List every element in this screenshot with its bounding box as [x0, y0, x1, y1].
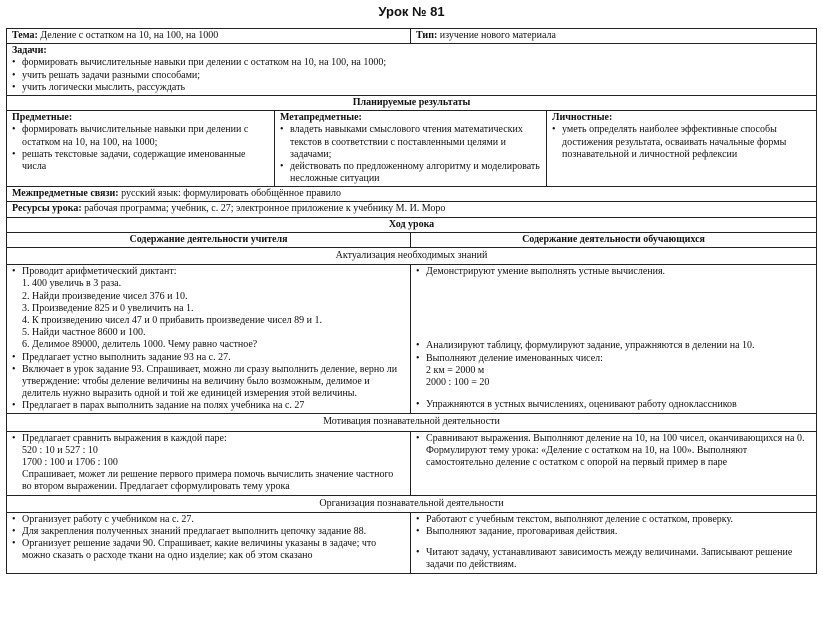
resources-value: рабочая программа; учебник, с. 27; электронное приложение к учебнику М. И. Моро — [84, 203, 446, 215]
list-item: • Выполняют задание, проговаривая действия. — [416, 526, 811, 538]
list-item: • Предлагает в парах выполнить задание на полях учебника на с. 27 — [12, 400, 405, 412]
calc-line: 2 км = 2000 м — [426, 364, 485, 376]
list-item: • Работают с учебным текстом, выполняют деление с остатком, проверку. — [416, 514, 811, 526]
list-item: • Анализируют таблицу, формулируют задание, упражняются в делении на 10. — [416, 340, 811, 352]
list-item: • Для закрепления полученных знаний предлагает выполнить цепочку задание 88. — [12, 526, 405, 538]
topic-value: Деление с остатком на 10, на 100, на 1000 — [40, 30, 219, 41]
list-item: • Предлагает устно выполнить задание 93 на с. 27. — [12, 352, 405, 364]
resources-label: Ресурсы урока: — [12, 203, 82, 215]
type-value: изучение нового материала — [439, 30, 556, 41]
columns-header-row — [7, 232, 817, 247]
list-item: • Читают задачу, устанавливают зависимость между величинами. Записывают решение задачи по действиям. — [416, 547, 811, 571]
stage2-heading: Мотивация познавательной деятельности — [7, 414, 817, 431]
list-item: • Включает в урок задание 93. Спрашивает, можно ли сразу выполнить деление, верно ли утверждение: чтобы деление величины на величину было возможным, делимое и делитель нужно выразить одной и той же единицей измерения этой величины. — [12, 364, 405, 401]
type-label: Тип: — [416, 30, 438, 41]
tasks-label: Задачи: — [12, 45, 47, 57]
dictation-line: 4. К произведению чисел 47 и 0 прибавить произведение чисел 89 и 1. — [22, 314, 322, 326]
resources-cell — [7, 202, 817, 217]
student-calc-intro: Выполняют деление именованных чисел: — [426, 352, 603, 364]
planned-results-row — [7, 111, 817, 187]
subject-results-label: Предметные: — [12, 112, 73, 124]
interdisciplinary-value: русский язык: формулировать обобщённое правило — [121, 188, 341, 200]
lesson-flow-heading: Ход урока — [7, 217, 817, 232]
list-item: • Упражняются в устных вычислениях, оценивают работу одноклассников — [416, 399, 811, 411]
stage2-heading-row — [7, 414, 817, 431]
stage1-heading-row — [7, 248, 817, 265]
meta-results-cell — [275, 111, 547, 187]
personal-results-cell — [547, 111, 817, 187]
dictation-intro: Проводит арифметический диктант: — [22, 266, 177, 278]
list-item: • владеть навыками смыслового чтения математических текстов в соответствии с поставленными целями и задачами; — [280, 124, 541, 161]
teacher-column-header: Содержание деятельности учителя — [7, 232, 411, 247]
expression-pair: 1700 : 100 и 1706 : 100 — [22, 457, 118, 468]
subject-results-cell — [7, 111, 275, 187]
planned-results-heading-row — [7, 95, 817, 110]
type-cell — [411, 29, 817, 44]
dictation-line: 2. Найди произведение чисел 376 и 10. — [22, 290, 188, 302]
stage2-student-cell — [411, 431, 817, 495]
list-item — [12, 266, 405, 351]
dictation-line: 3. Произведение 825 и 0 увеличить на 1. — [22, 302, 194, 314]
interdisciplinary-label: Межпредметные связи: — [12, 188, 119, 200]
lesson-flow-heading-row — [7, 217, 817, 232]
stage3-row — [7, 512, 817, 573]
planned-results-heading: Планируемые результаты — [7, 95, 817, 110]
stage2-teacher-cell — [7, 431, 411, 495]
stage1-teacher-cell — [7, 265, 411, 414]
calc-line: 2000 : 100 = 20 — [426, 376, 490, 388]
topic-cell — [7, 29, 411, 44]
stage1-student-cell — [411, 265, 817, 414]
resources-row — [7, 202, 817, 217]
meta-results-label: Метапредметные: — [280, 112, 362, 124]
compare-intro: Предлагает сравнить выражения в каждой паре: — [22, 432, 227, 444]
list-item: • учить логически мыслить, рассуждать — [12, 82, 811, 94]
stage1-row — [7, 265, 817, 414]
dictation-line: 5. Найди частное 8600 и 100. — [22, 327, 146, 339]
student-column-header: Содержание деятельности обучающихся — [411, 232, 817, 247]
tasks-cell — [7, 44, 817, 96]
personal-results-label: Личностные: — [552, 112, 613, 124]
dictation-line: 6. Делимое 89000, делитель 1000. Чему равно частное? — [22, 339, 258, 351]
page-title: Урок № 81 — [378, 4, 445, 19]
list-item: • действовать по предложенному алгоритму и моделировать несложные ситуации — [280, 161, 541, 185]
list-item: • Организует решение задачи 90. Спрашивает, какие величины указаны в задаче; что можно сказать о расходе ткани на одно изделие; как об этом сказано — [12, 538, 405, 562]
list-item: • формировать вычислительные навыки при делении с остатком на 10, на 100, на 1000; — [12, 57, 811, 69]
stage3-heading: Организация познавательной деятельности — [7, 495, 817, 512]
stage1-heading: Актуализация необходимых знаний — [7, 248, 817, 265]
expression-pair: 520 : 10 и 527 : 10 — [22, 444, 98, 456]
tasks-row — [7, 44, 817, 96]
stage3-teacher-cell — [7, 512, 411, 573]
list-item — [12, 433, 405, 494]
list-item: • решать текстовые задачи, содержащие именованные числа — [12, 149, 269, 173]
list-item: • уметь определять наиболее эффективные способы достижения результата, осваивать начальные формы познавательной и личностной рефлексии — [552, 124, 811, 161]
interdisciplinary-row — [7, 187, 817, 202]
dictation-line: 1. 400 увеличь в 3 раза. — [22, 278, 122, 290]
tasks-list — [12, 57, 811, 94]
stage3-heading-row — [7, 495, 817, 512]
compare-rest: Спрашивает, может ли решение первого примера помочь вычислить значение частного во втором выражении. Предлагает сформулировать тему урока — [22, 469, 394, 493]
stage2-row — [7, 431, 817, 495]
list-item: • формировать вычислительные навыки при делении с остатком на 10, на 100, на 1000; — [12, 124, 269, 148]
topic-label: Тема: — [12, 30, 38, 41]
stage3-student-cell — [411, 512, 817, 573]
topic-row — [7, 29, 817, 44]
list-item: • Сравнивают выражения. Выполняют деление на 10, на 100 чисел, оканчивающихся на 0. Формулируют тему урока: «Деление с остатком на 10, на 100». Выполняют самостоятельно деление с остатком с опорой на первый пример в паре — [416, 433, 811, 470]
list-item: • Организует работу с учебником на с. 27. — [12, 514, 405, 526]
list-item: • Демонстрируют умение выполнять устные вычисления. — [416, 266, 811, 278]
lesson-plan-table — [6, 28, 817, 574]
list-item — [416, 353, 811, 390]
list-item: • учить решать задачи разными способами; — [12, 70, 811, 82]
interdisciplinary-cell — [7, 187, 817, 202]
